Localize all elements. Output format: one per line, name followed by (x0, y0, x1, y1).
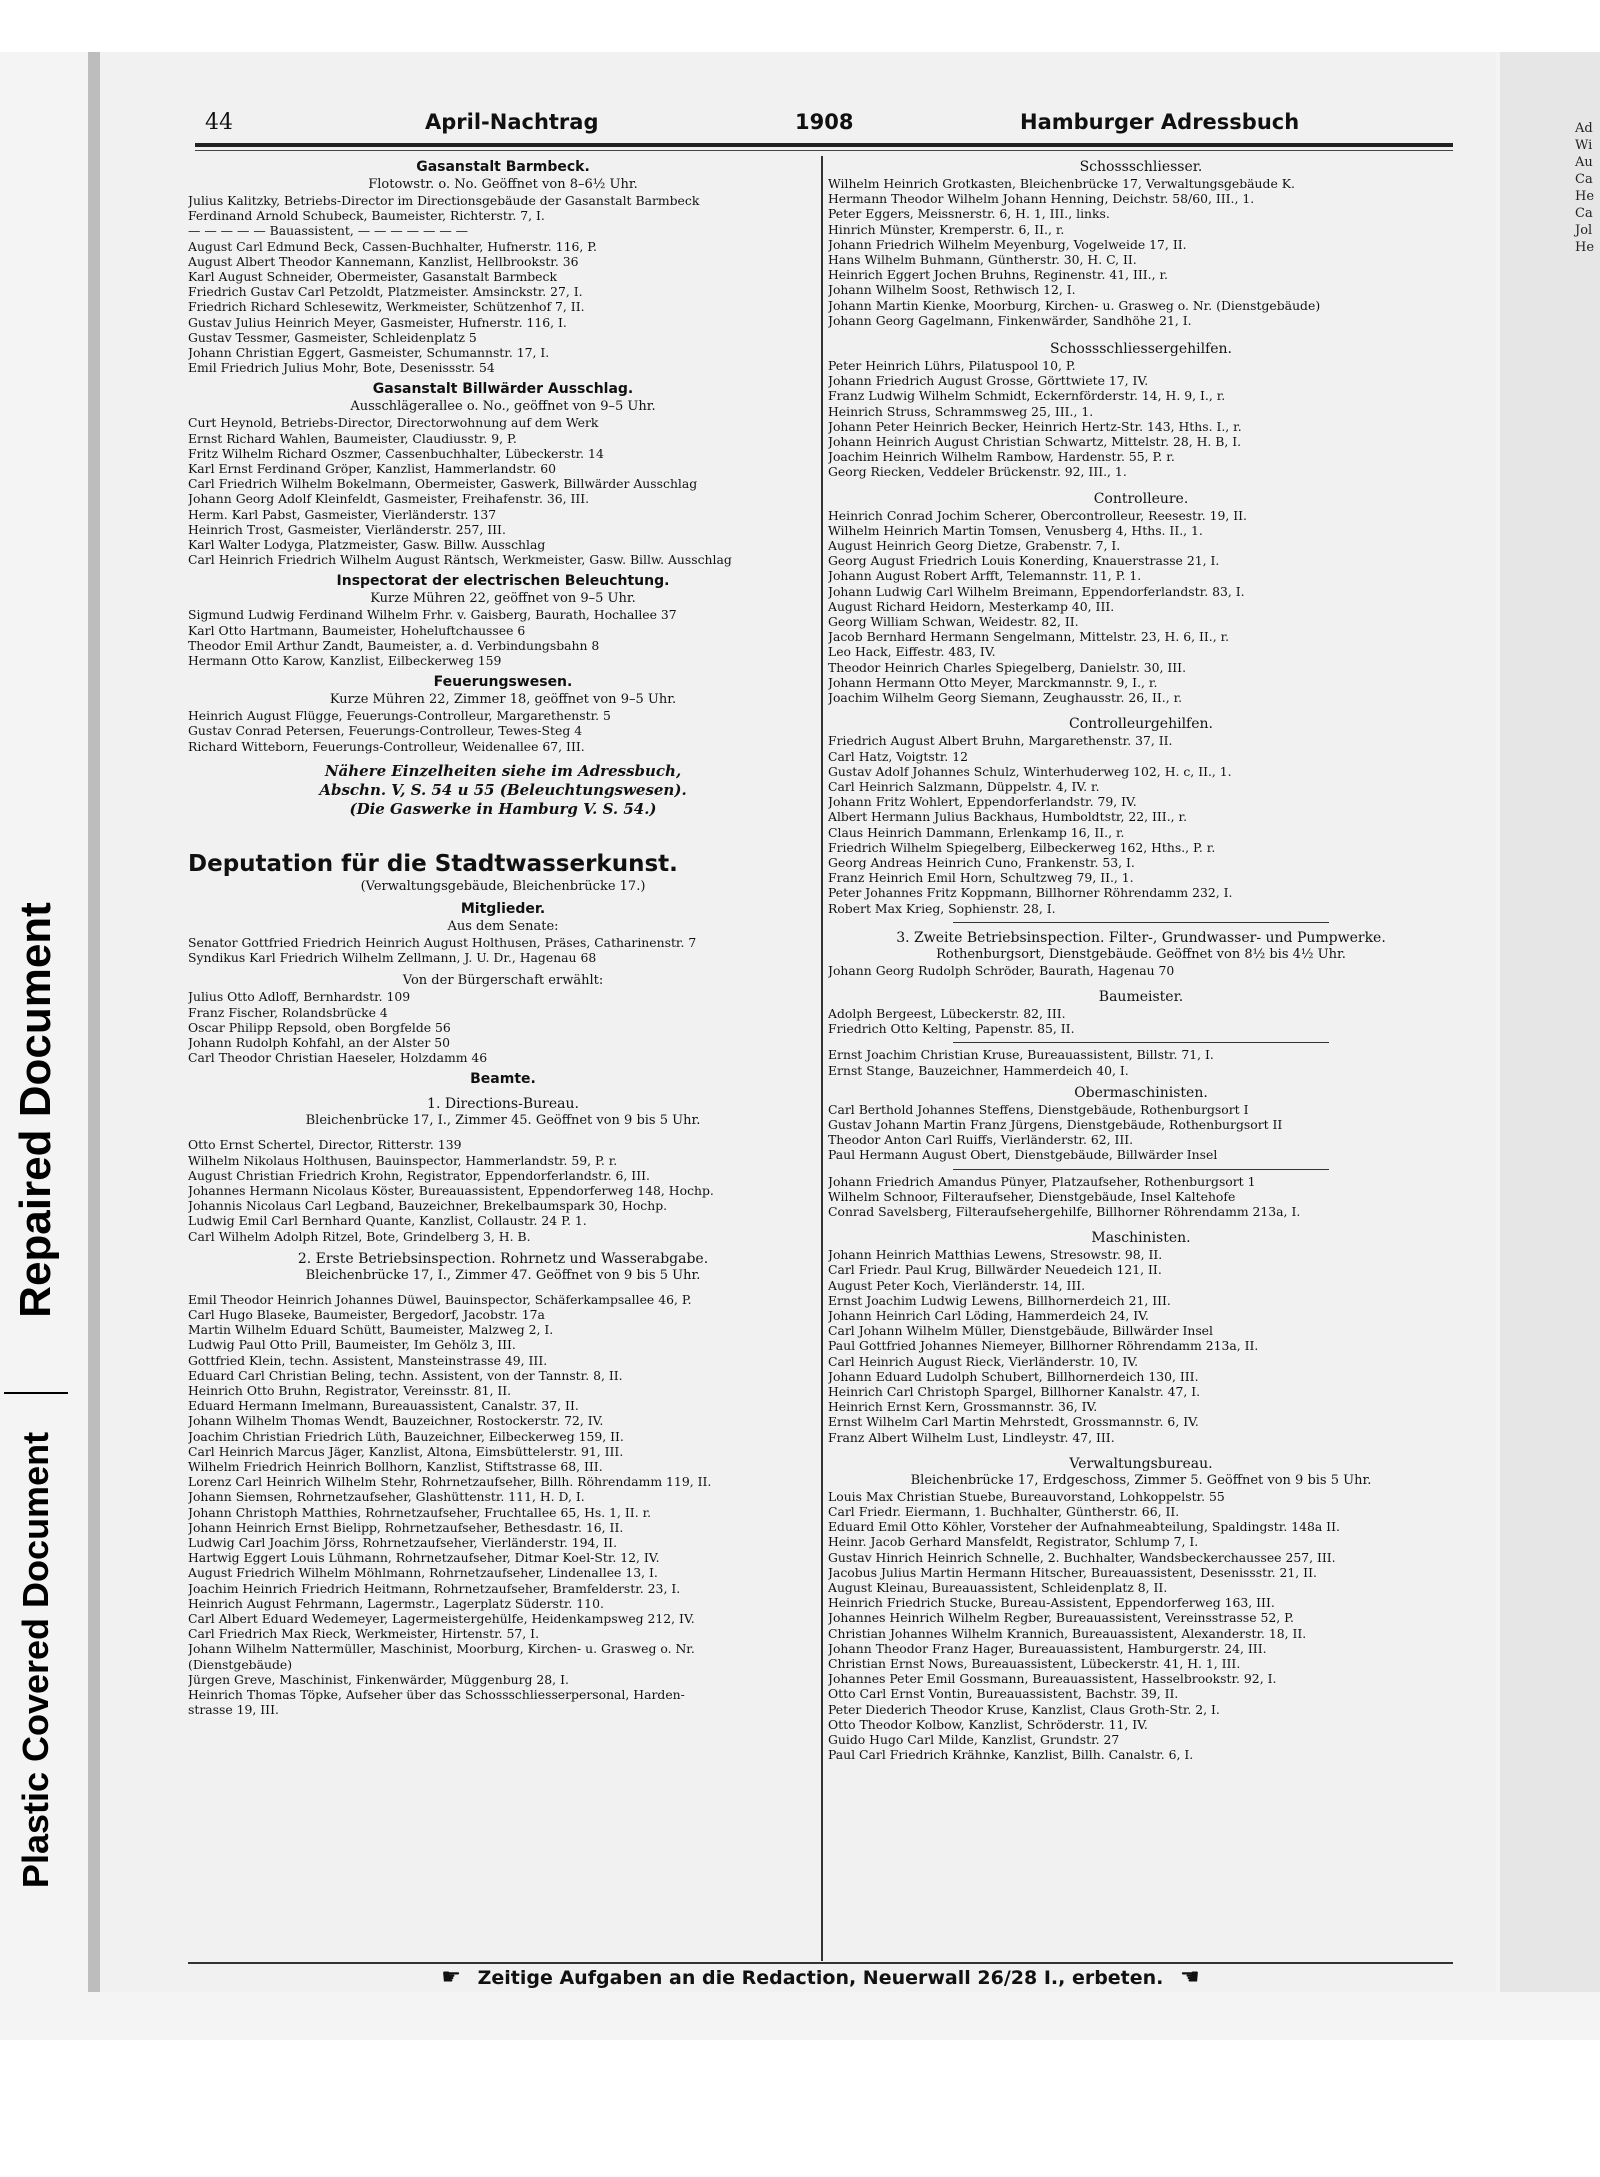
section-subtitle: Ausschlägerallee o. No., geöffnet von 9–5 Uhr. (350, 399, 656, 415)
pointing-hand-right-icon: ☚ (1180, 1965, 1200, 1990)
list-item: Johannes Hermann Nicolaus Köster, Bureauassistent, Eppendorferweg 148, Hochp. (188, 1182, 714, 1198)
list-item: Louis Max Christian Stuebe, Bureauvorstand, Lohkoppelstr. 55 (828, 1488, 1225, 1504)
bottom-margin (0, 2040, 1600, 2177)
list-item: Johannes Peter Emil Gossmann, Bureauassistent, Hasselbrookstr. 92, I. (828, 1671, 1277, 1687)
list-item: Johann Wilhelm Soost, Rethwisch 12, I. (828, 282, 1076, 298)
facing-page-line: Au (1575, 155, 1593, 170)
footer-rule (188, 1962, 1453, 1964)
list-item: Christian Ernst Nows, Bureauassistent, Lübeckerstr. 41, H. 1, III. (828, 1656, 1241, 1672)
list-item: Georg Andreas Heinrich Cuno, Frankenstr. 53, I. (828, 854, 1135, 870)
page-header (205, 110, 1455, 140)
list-item: Carl Heinrich Friedrich Wilhelm August Räntsch, Werkmeister, Gasw. Billw. Ausschlag (188, 552, 732, 568)
list-item: Johann Hermann Otto Meyer, Marckmannstr. 9, I., r. (828, 674, 1158, 690)
list-item: Ludwig Paul Otto Prill, Baumeister, Im Gehölz 3, III. (188, 1337, 516, 1353)
list-item: Franz Heinrich Emil Horn, Schultzweg 79, II., 1. (828, 870, 1134, 886)
list-item: Ferdinand Arnold Schubeck, Baumeister, Richterstr. 7, I. (188, 208, 545, 224)
group-heading: Von der Bürgerschaft erwählt: (402, 973, 604, 989)
list-item: Johann Georg Gagelmann, Finkenwärder, Sandhöhe 21, I. (828, 312, 1192, 328)
list-item: Otto Carl Ernst Vontin, Bureauassistent, Bachstr. 39, II. (828, 1686, 1179, 1702)
list-item: strasse 19, III. (188, 1702, 279, 1718)
list-item: Johann Georg Rudolph Schröder, Baurath, Hagenau 70 (828, 962, 1175, 978)
list-item: Johann Theodor Franz Hager, Bureauassistent, Hamburgerstr. 24, III. (828, 1640, 1267, 1656)
section-subtitle: Bleichenbrücke 17, Erdgeschoss, Zimmer 5. Geöffnet von 9 bis 5 Uhr. (910, 1472, 1372, 1488)
subsection-title: 1. Directions-Bureau. (427, 1096, 579, 1113)
list-item: Johann Siemsen, Rohrnetzaufseher, Glashüttenstr. 111, H. D, I. (188, 1489, 585, 1505)
page-number: 44 (205, 110, 233, 135)
list-item: Georg Riecken, Veddeler Brückenstr. 92, III., 1. (828, 464, 1127, 480)
list-item: Curt Heynold, Betriebs-Director, Directorwohnung auf dem Werk (188, 415, 599, 431)
list-item: Heinrich Eggert Jochen Bruhns, Reginenstr. 41, III., r. (828, 267, 1168, 283)
list-item: Jacob Bernhard Hermann Sengelmann, Mittelstr. 23, H. 6, II., r. (828, 629, 1230, 645)
list-item: Paul Gottfried Johannes Niemeyer, Billhorner Röhrendamm 213a, II. (828, 1338, 1259, 1354)
section-title: Controlleure. (1093, 490, 1189, 507)
section-title: Schossschliesser. (1079, 159, 1203, 175)
list-item: Peter Johannes Fritz Koppmann, Billhorner Röhrendamm 232, I. (828, 885, 1233, 901)
column-separator (821, 156, 823, 1961)
list-item: Peter Diederich Theodor Kruse, Kanzlist, Claus Groth-Str. 2, I. (828, 1701, 1220, 1717)
facing-page-line: Ad (1575, 121, 1593, 136)
list-item: Lorenz Carl Heinrich Wilhelm Stehr, Rohrnetzaufseher, Billh. Röhrendamm 119, II. (188, 1474, 712, 1490)
list-item: Heinrich August Fehrmann, Lagermstr., Lagerplatz Süderstr. 110. (188, 1595, 604, 1611)
page-binding-edge (88, 52, 100, 1992)
list-item: Johann Friedrich Amandus Pünyer, Platzaufseher, Rothenburgsort 1 (828, 1173, 1256, 1189)
list-item: Hans Wilhelm Buhmann, Güntherstr. 30, H. C, II. (828, 252, 1137, 268)
list-item: August Kleinau, Bureauassistent, Schleidenplatz 8, II. (828, 1580, 1168, 1596)
list-item: Theodor Emil Arthur Zandt, Baumeister, a. d. Verbindungsbahn 8 (188, 637, 600, 653)
list-item: Johann Fritz Wohlert, Eppendorferlandstr. 79, IV. (828, 794, 1137, 810)
list-item: August Heinrich Georg Dietze, Grabenstr. 7, I. (828, 538, 1121, 554)
list-item: Hermann Theodor Wilhelm Johann Henning, Deichstr. 58/60, III., 1. (828, 191, 1255, 207)
facing-page-line: He (1575, 240, 1595, 255)
list-item: Carl Albert Eduard Wedemeyer, Lagermeistergehülfe, Heidenkampsweg 212, IV. (188, 1611, 695, 1626)
header-rule (195, 143, 1453, 147)
list-item: (Dienstgebäude) (188, 1656, 293, 1672)
list-item: Georg August Friedrich Louis Konerding, Knauerstrasse 21, I. (828, 553, 1220, 569)
list-item: Franz Fischer, Rolandsbrücke 4 (188, 1004, 388, 1020)
list-item: Johann Rudolph Kohfahl, an der Alster 50 (188, 1034, 451, 1050)
list-item: Ludwig Emil Carl Bernhard Quante, Kanzlist, Collaustr. 24 P. 1. (188, 1213, 587, 1229)
section-title: Obermaschinisten. (1074, 1084, 1208, 1101)
list-item: Gustav Conrad Petersen, Feuerungs-Controlleur, Tewes-Steg 4 (188, 723, 583, 739)
list-item: Karl Ernst Ferdinand Gröper, Kanzlist, Hammerlandstr. 60 (188, 461, 557, 477)
list-item: Sigmund Ludwig Ferdinand Wilhelm Frhr. v. Gaisberg, Baurath, Hochallee 37 (188, 607, 677, 623)
list-item: Wilhelm Schnoor, Filteraufseher, Dienstgebäude, Insel Kaltehofe (828, 1188, 1236, 1204)
list-item: Johann Christian Eggert, Gasmeister, Schumannstr. 17, I. (188, 345, 550, 361)
list-item: Johann Heinrich Carl Löding, Hammerdeich 24, IV. (828, 1307, 1149, 1323)
list-item: Julius Kalitzky, Betriebs-Director im Directionsgebäude der Gasanstalt Barmbeck (188, 193, 700, 208)
list-item: Carl Hatz, Voigtstr. 12 (828, 748, 968, 764)
reference-note: Abschn. V, S. 54 u 55 (Beleuchtungswesen). (319, 780, 687, 799)
entry-list (188, 415, 818, 567)
list-item: Gustav Tessmer, Gasmeister, Schleidenplatz 5 (188, 329, 477, 345)
list-item: Eduard Hermann Imelmann, Bureauassistent, Canalstr. 37, II. (188, 1398, 579, 1414)
list-item: Christian Johannes Wilhelm Krannich, Bureauassistent, Alexanderstr. 18, II. (828, 1625, 1307, 1641)
list-item: Friedrich Richard Schlesewitz, Werkmeister, Schützenhof 7, II. (188, 299, 585, 315)
section-title: Inspectorat der electrischen Beleuchtung. (336, 573, 670, 590)
entry-list (188, 1292, 818, 1718)
list-item: Heinr. Jacob Gerhard Mansfeldt, Registrator, Schlump 7, I. (828, 1534, 1199, 1550)
list-item: Johann Friedrich Wilhelm Meyenburg, Vogelweide 17, II. (828, 236, 1187, 252)
list-item: Gustav Adolf Johannes Schulz, Winterhuderweg 102, H. c, II., 1. (828, 763, 1232, 779)
list-item: Carl Wilhelm Adolph Ritzel, Bote, Grindelberg 3, H. B. (188, 1228, 531, 1244)
list-item: Carl Berthold Johannes Steffens, Dienstgebäude, Rothenburgsort I (828, 1101, 1249, 1117)
list-item: Friedrich Gustav Carl Petzoldt, Platzmeister. Amsinckstr. 27, I. (188, 284, 583, 300)
section-title: Feuerungswesen. (433, 674, 573, 691)
book-title: Hamburger Adressbuch (1020, 110, 1300, 134)
list-item: Carl Friedrich Wilhelm Bokelmann, Obermeister, Gaswerk, Billwärder Ausschlag (188, 476, 698, 492)
list-item: Wilhelm Heinrich Grotkasten, Bleichenbrücke 17, Verwaltungsgebäude K. (828, 176, 1295, 191)
subsection-title: 2. Erste Betriebsinspection. Rohrnetz und Wasserabgabe. (297, 1250, 709, 1267)
right-column (828, 158, 1454, 1762)
entry-list (828, 1006, 1454, 1036)
section-subtitle: Bleichenbrücke 17, I., Zimmer 45. Geöffnet von 9 bis 5 Uhr. (305, 1113, 701, 1129)
list-item: Johannes Heinrich Wilhelm Regber, Bureauassistent, Vereinsstrasse 52, P. (828, 1610, 1294, 1626)
list-item: Johann Heinrich August Christian Schwartz, Mittelstr. 28, H. B, I. (828, 434, 1242, 450)
list-item: Eduard Emil Otto Köhler, Vorsteher der Aufnahmeabteilung, Spaldingstr. 148a II. (828, 1519, 1340, 1535)
list-item: Herm. Karl Pabst, Gasmeister, Vierländerstr. 137 (188, 506, 497, 522)
list-item: Otto Theodor Kolbow, Kanzlist, Schröderstr. 11, IV. (828, 1716, 1148, 1732)
list-item: Gustav Julius Heinrich Meyer, Gasmeister, Hufnerstr. 116, I. (188, 314, 567, 330)
list-item: Heinrich Carl Christoph Spargel, Billhorner Kanalstr. 47, I. (828, 1384, 1201, 1399)
list-item: Carl Friedr. Paul Krug, Billwärder Neuedeich 121, II. (828, 1262, 1162, 1278)
left-column (188, 158, 818, 1717)
list-item: Oscar Philipp Repsold, oben Borgfelde 56 (188, 1019, 451, 1035)
list-item: Adolph Bergeest, Lübeckerstr. 82, III. (828, 1005, 1066, 1021)
list-item: Friedrich Wilhelm Spiegelberg, Eilbeckerweg 162, Hths., P. r. (828, 839, 1216, 855)
list-item: Johann Heinrich Matthias Lewens, Stresowstr. 98, II. (828, 1247, 1163, 1263)
facing-page-line: Ca (1575, 172, 1593, 187)
list-item: Heinrich Friedrich Stucke, Bureau-Assistent, Eppendorferweg 163, III. (828, 1595, 1275, 1611)
facing-page-line: Wi (1575, 138, 1593, 153)
footer-text: Zeitige Aufgaben an die Redaction, Neuerwall 26/28 I., erbeten. (477, 1967, 1164, 1989)
list-item: Johann Eduard Ludolph Schubert, Billhornerdeich 130, III. (828, 1368, 1199, 1384)
entry-list (828, 733, 1454, 915)
entry-list (188, 607, 818, 668)
group-heading: Aus dem Senate: (447, 918, 559, 934)
list-item: August Friedrich Wilhelm Möhlmann, Rohrnetzaufseher, Lindenallee 13, I. (188, 1565, 658, 1581)
list-item: Joachim Christian Friedrich Lüth, Bauzeichner, Eilbeckerweg 159, II. (188, 1428, 624, 1444)
list-item: Carl Heinrich Salzmann, Düppelstr. 4, IV. r. (828, 778, 1100, 794)
list-item: Theodor Anton Carl Ruiffs, Vierländerstr. 62, III. (828, 1132, 1134, 1148)
deputation-title: Deputation für die Stadtwasserkunst. (188, 850, 678, 877)
section-title: Maschinisten. (1091, 1230, 1191, 1247)
section-subtitle: Flotowstr. o. No. Geöffnet von 8–6½ Uhr. (368, 177, 638, 192)
list-item: Carl Hugo Blaseke, Baumeister, Bergedorf, Jacobstr. 17a (188, 1306, 545, 1322)
list-item: Joachim Heinrich Friedrich Heitmann, Rohrnetzaufseher, Bramfelderstr. 23, I. (188, 1580, 681, 1596)
list-item: Paul Hermann August Obert, Dienstgebäude, Billwärder Insel (828, 1147, 1218, 1163)
list-item: Martin Wilhelm Eduard Schütt, Baumeister, Malzweg 2, I. (188, 1322, 554, 1338)
list-item: Robert Max Krieg, Sophienstr. 28, I. (828, 900, 1056, 916)
list-item: Emil Theodor Heinrich Johannes Düwel, Bauinspector, Schäferkampsallee 46, P. (188, 1291, 692, 1307)
entry-list (828, 176, 1454, 328)
list-item: Johann Georg Adolf Kleinfeldt, Gasmeister, Freihafenstr. 36, III. (188, 491, 590, 507)
list-item: Ernst Wilhelm Carl Martin Mehrstedt, Grossmannstr. 6, IV. (828, 1414, 1199, 1430)
list-item: Johann Peter Heinrich Becker, Heinrich Hertz-Str. 143, Hths. I., r. (828, 418, 1242, 434)
list-item: Syndikus Karl Friedrich Wilhelm Zellmann, J. U. Dr., Hagenau 68 (188, 950, 597, 966)
deputation-subtitle: (Verwaltungsgebäude, Bleichenbrücke 17.) (360, 878, 646, 894)
section-title: Gasanstalt Billwärder Ausschlag. (372, 381, 634, 398)
list-item: August Richard Heidorn, Mesterkamp 40, III. (828, 598, 1115, 614)
list-item: Jürgen Greve, Maschinist, Finkenwärder, Müggenburg 28, I. (188, 1671, 569, 1687)
entry-list (188, 935, 818, 965)
list-item: Eduard Carl Christian Beling, techn. Assistent, von der Tannstr. 8, II. (188, 1367, 623, 1383)
list-item: Heinrich Thomas Töpke, Aufseher über das Schossschliesserpersonal, Harden- (188, 1687, 685, 1703)
divider (953, 1169, 1329, 1170)
list-item: Albert Hermann Julius Backhaus, Humboldtstr, 22, III., r. (828, 809, 1188, 825)
list-item: Heinrich Conrad Jochim Scherer, Obercontrolleur, Reesestr. 19, II. (828, 507, 1247, 523)
list-item: Leo Hack, Eiffestr. 483, IV. (828, 644, 996, 660)
entry-list (188, 193, 818, 375)
list-item: Guido Hugo Carl Milde, Kanzlist, Grundstr. 27 (828, 1732, 1120, 1748)
list-item: Hartwig Eggert Louis Lühmann, Rohrnetzaufseher, Ditmar Koel-Str. 12, IV. (188, 1550, 660, 1566)
list-item: Franz Albert Wilhelm Lust, Lindleystr. 47, III. (828, 1429, 1115, 1445)
list-item: Johann Wilhelm Thomas Wendt, Bauzeichner, Rostockerstr. 72, IV. (188, 1413, 604, 1429)
entry-list (828, 1489, 1454, 1763)
header-rule-thin (195, 150, 1453, 151)
list-item: Johannis Nicolaus Carl Legband, Bauzeichner, Brekelbaumspark 30, Hochp. (188, 1198, 668, 1214)
list-item: Johann Wilhelm Nattermüller, Maschinist, Moorburg, Kirchen- u. Grasweg o. Nr. (188, 1641, 695, 1657)
list-item: Jacobus Julius Martin Hermann Hitscher, Bureauassistent, Desenissstr. 21, II. (828, 1564, 1317, 1580)
facing-page-line: Ca (1575, 206, 1593, 221)
list-item: Wilhelm Friedrich Heinrich Bollhorn, Kanzlist, Stiftstrasse 68, III. (188, 1458, 603, 1474)
section-title: Schossschliessergehilfen. (1049, 341, 1233, 358)
plastic-label-text: Plastic Covered Document (15, 1431, 57, 1889)
pointing-hand-left-icon: ☛ (441, 1965, 461, 1990)
list-item: Franz Ludwig Wilhelm Schmidt, Eckernförderstr. 14, H. 9, I., r. (828, 388, 1226, 404)
list-item: August Albert Theodor Kannemann, Kanzlist, Hellbrookstr. 36 (188, 253, 579, 269)
list-item: Hermann Otto Karow, Kanzlist, Eilbeckerweg 159 (188, 653, 502, 669)
list-item: Joachim Heinrich Wilhelm Rambow, Hardenstr. 55, P. r. (828, 449, 1175, 465)
list-item: August Peter Koch, Vierländerstr. 14, III. (828, 1277, 1086, 1293)
list-item: Ernst Richard Wahlen, Baumeister, Claudiusstr. 9, P. (188, 430, 517, 446)
section-subtitle: Rothenburgsort, Dienstgebäude. Geöffnet von 8½ bis 4½ Uhr. (936, 946, 1346, 962)
page-footer (188, 1965, 1453, 1993)
list-item: Emil Friedrich Julius Mohr, Bote, Desenissstr. 54 (188, 360, 495, 376)
section-title: Mitglieder. (460, 900, 546, 917)
plastic-covered-label (0, 1395, 72, 1925)
entry-list (828, 1102, 1454, 1163)
list-item: Claus Heinrich Dammann, Erlenkamp 16, II., r. (828, 824, 1125, 840)
list-item: Gustav Johann Martin Franz Jürgens, Dienstgebäude, Rothenburgsort II (828, 1116, 1283, 1132)
list-item: Johann Heinrich Ernst Bielipp, Rohrnetzaufseher, Bethesdastr. 16, II. (188, 1519, 624, 1535)
reference-note: Nähere Einzelheiten siehe im Adressbuch, (324, 761, 682, 780)
section-subtitle: Bleichenbrücke 17, I., Zimmer 47. Geöffnet von 9 bis 5 Uhr. (305, 1267, 701, 1283)
list-item: Heinrich Struss, Schrammsweg 25, III., 1. (828, 403, 1094, 419)
facing-page-fragment (1575, 120, 1600, 1020)
list-item: Paul Carl Friedrich Krähnke, Kanzlist, Billh. Canalstr. 6, I. (828, 1747, 1194, 1763)
entry-list (828, 358, 1454, 480)
list-item: Carl Friedrich Max Rieck, Werkmeister, Hirtenstr. 57, I. (188, 1626, 540, 1642)
edition-title: April-Nachtrag (425, 110, 599, 134)
list-item: Ernst Joachim Ludwig Lewens, Billhornerdeich 21, III. (828, 1292, 1171, 1308)
list-item: Heinrich Trost, Gasmeister, Vierländerstr. 257, III. (188, 521, 506, 537)
facing-page-line: He (1575, 189, 1595, 204)
section-title: Verwaltungsbureau. (1069, 1455, 1213, 1472)
list-item: Richard Witteborn, Feuerungs-Controlleur, Weidenallee 67, III. (188, 738, 585, 754)
section-title: Gasanstalt Barmbeck. (416, 159, 590, 175)
list-item: Carl Friedr. Eiermann, 1. Buchhalter, Güntherstr. 66, II. (828, 1504, 1180, 1520)
list-item: Friedrich Otto Kelting, Papenstr. 85, II. (828, 1021, 1075, 1037)
list-item: Carl Heinrich August Rieck, Vierländerstr. 10, IV. (828, 1353, 1139, 1369)
repaired-label-text: Repaired Document (11, 902, 61, 1318)
list-item: Johann Friedrich August Grosse, Görttwiete 17, IV. (828, 373, 1149, 389)
year: 1908 (795, 110, 854, 134)
list-item: Johann Martin Kienke, Moorburg, Kirchen- u. Grasweg o. Nr. (Dienstgebäude) (828, 297, 1321, 313)
divider (953, 922, 1329, 923)
entry-list (188, 1137, 818, 1243)
entry-list (828, 1247, 1454, 1445)
list-item: Gottfried Klein, techn. Assistent, Mansteinstrasse 49, III. (188, 1352, 548, 1368)
entry-list (188, 989, 818, 1065)
list-item: Senator Gottfried Friedrich Heinrich August Holthusen, Präses, Catharinenstr. 7 (188, 934, 697, 950)
subsection-title: 3. Zweite Betriebsinspection. Filter-, Grundwasser- und Pumpwerke. (896, 929, 1386, 946)
section-title: Beamte. (470, 1071, 536, 1088)
reference-note: (Die Gaswerke in Hamburg V. S. 54.) (349, 799, 657, 818)
list-item: Heinrich August Flügge, Feuerungs-Controlleur, Margarethenstr. 5 (188, 708, 611, 724)
list-item: Ludwig Carl Joachim Jörss, Rohrnetzaufseher, Vierländerstr. 194, II. (188, 1534, 618, 1550)
list-item: Fritz Wilhelm Richard Oszmer, Cassenbuchhalter, Lübeckerstr. 14 (188, 445, 604, 461)
list-item: Peter Heinrich Lührs, Pilatuspool 10, P. (828, 358, 1076, 374)
list-item: Karl August Schneider, Obermeister, Gasanstalt Barmbeck (188, 269, 557, 285)
repaired-document-label (0, 830, 72, 1390)
list-item: Hinrich Münster, Kremperstr. 6, II., r. (828, 221, 1065, 237)
section-subtitle: Kurze Mühren 22, geöffnet von 9–5 Uhr. (370, 591, 636, 607)
entry-list (828, 1047, 1454, 1077)
list-item: — — — — — Bauassistent, — — — — — — — (188, 223, 469, 239)
list-item: Georg William Schwan, Weidestr. 82, II. (828, 614, 1079, 630)
list-item: Karl Otto Hartmann, Baumeister, Hoheluftchaussee 6 (188, 622, 526, 638)
entry-list (828, 508, 1454, 706)
list-item: August Christian Friedrich Krohn, Registrator, Eppendorferlandstr. 6, III. (188, 1167, 650, 1183)
section-subtitle: Kurze Mühren 22, Zimmer 18, geöffnet von 9–5 Uhr. (329, 692, 677, 708)
section-title: Baumeister. (1098, 988, 1184, 1005)
list-item: August Carl Edmund Beck, Cassen-Buchhalter, Hufnerstr. 116, P. (188, 238, 597, 254)
list-item: Conrad Savelsberg, Filteraufsehergehilfe, Billhorner Röhrendamm 213a, I. (828, 1203, 1301, 1219)
list-item: Peter Eggers, Meissnerstr. 6, H. 1, III., links. (828, 206, 1110, 222)
list-item: Julius Otto Adloff, Bernhardstr. 109 (188, 989, 411, 1005)
entry-list (828, 1174, 1454, 1220)
list-item: Ernst Joachim Christian Kruse, Bureauassistent, Billstr. 71, I. (828, 1047, 1214, 1063)
list-item: Joachim Wilhelm Georg Siemann, Zeughausstr. 26, II., r. (828, 690, 1183, 706)
label-divider (4, 1392, 68, 1394)
list-item: Johann Ludwig Carl Wilhelm Breimann, Eppendorferlandstr. 83, I. (828, 583, 1245, 599)
entry-list (188, 708, 818, 754)
list-item: Ernst Stange, Bauzeichner, Hammerdeich 40, I. (828, 1062, 1129, 1078)
section-title: Controlleurgehilfen. (1068, 716, 1213, 733)
list-item: Heinrich Otto Bruhn, Registrator, Vereinsstr. 81, II. (188, 1382, 512, 1398)
facing-page-line: Jol (1575, 223, 1593, 238)
list-item: Karl Walter Lodyga, Platzmeister, Gasw. Billw. Ausschlag (188, 537, 546, 553)
list-item: Wilhelm Nikolaus Holthusen, Bauinspector, Hammerlandstr. 59, P. r. (188, 1152, 618, 1168)
list-item: Heinrich Ernst Kern, Grossmannstr. 36, IV. (828, 1399, 1098, 1415)
list-item: Carl Heinrich Marcus Jäger, Kanzlist, Altona, Eimsbüttelerstr. 91, III. (188, 1443, 624, 1459)
list-item: Wilhelm Heinrich Martin Tomsen, Venusberg 4, Hths. II., 1. (828, 522, 1203, 538)
entry-list (828, 963, 1454, 978)
list-item: Johann August Robert Arfft, Telemannstr. 11, P. 1. (828, 568, 1142, 584)
list-item: Theodor Heinrich Charles Spiegelberg, Danielstr. 30, III. (828, 659, 1187, 675)
list-item: Johann Christoph Matthies, Rohrnetzaufseher, Fruchtallee 65, Hs. 1, II. r. (188, 1504, 652, 1520)
divider (953, 1042, 1329, 1043)
list-item: Gustav Hinrich Heinrich Schnelle, 2. Buchhalter, Wandsbeckerchaussee 257, III. (828, 1549, 1336, 1565)
list-item: Carl Theodor Christian Haeseler, Holzdamm 46 (188, 1050, 488, 1066)
list-item: Otto Ernst Schertel, Director, Ritterstr. 139 (188, 1137, 462, 1153)
list-item: Carl Johann Wilhelm Müller, Dienstgebäude, Billwärder Insel (828, 1323, 1213, 1339)
list-item: Friedrich August Albert Bruhn, Margarethenstr. 37, II. (828, 733, 1173, 749)
